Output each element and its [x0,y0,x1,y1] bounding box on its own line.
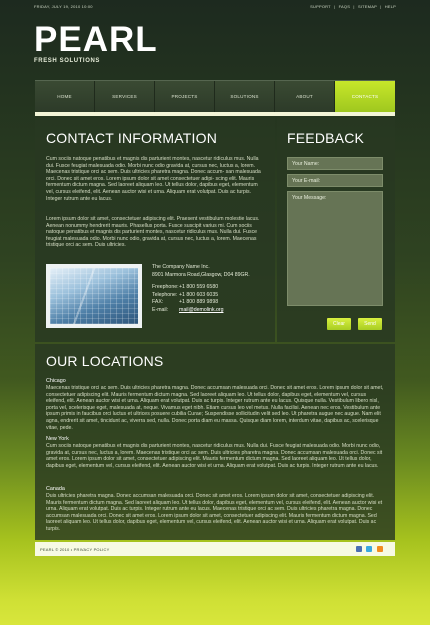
locations-title: OUR LOCATIONS [46,353,164,369]
company-address: 8901 Marmora Road,Glasgow, D04 89GR. [152,271,250,278]
message-textarea[interactable]: Your Message: [287,191,383,306]
top-links [308,4,396,9]
location-text-chicago: Maecenas tristique orci ac sem. Duis ultricies pharetra magna. Donec accumsan malesuada orci. Donec sit amet eros. Lorem ipsum dolor sit amet, consectetuer adipiscing elit. Mauris fermentum dictum magna. Sed laoreet aliquam leo. Ut tellus dolor, dapibus eget, elementum vel, cursus eleifend, elit. Aenean auctor wisi et urna. Aliquam erat volutpat. Duis ac turpis. Integer rutrum ante eu lacus. Quisque nulla. Vestibulum libero nisl, porta vel, scelerisque eget, malesuada at, neque. Vivamus eget nibh. Etiam cursus leo vel metus. Nulla facilisi. Aenean nec eros. Vestibulum ante ipsum primis in faucibus orci luctus et ultrices posuere cubilia Curae; Suspendisse sollicitudin velit sed leo. Ut pharetra augue nec augue. Nam elit agna, endrerit sit amet, tincidunt ac, viverra sed, nulla. Donec porta diam eu massa. Quisque diam lorem, interdum vitae, dapibus ac, scelerisque vitae, pede. [46,385,384,431]
row-label: Telephone: [152,291,178,298]
nav-item-projects[interactable]: PROJECTS [155,81,215,113]
rss-icon[interactable] [377,546,383,552]
freephone-row [152,284,272,292]
row-label: Freephone: [152,284,179,291]
row-label: E-mail: [152,306,169,313]
location-text-canada: Duis ultricies pharetra magna. Donec accumsan malesuada orci. Donec sit amet eros. Lorem ipsum dolor sit amet, consectetuer adipiscing elit. Mauris fermentum dictum magna. Sed laoreet aliquam leo. Ut tellus dolor, dapibus eget, elementum vel, cursus eleifend, elit. Aenean auctor wisi et urna. Aliquam erat volutpat. Duis ac turpis. Integer rutrum ante eu lacus. Maecenas tristique orci ac sem. Duis ultricies pharetra magna. Donec accumsan malesuada orci. Donec sit amet eros. Lorem ipsum dolor sit amet, consectetuer adipiscing elit. Mauris fermentum dictum magna. Sed laoreet aliquam leo. Ut tellus dolor, dapibus eget, elementum vel, cursus eleifend, elit. Aenean auctor wisi et urna. Aliquam erat volutpat. Duis ac turpis. [46,493,383,532]
separator: | [334,4,336,9]
row-value: +1 800 559 6580 [179,284,219,291]
support-link[interactable]: SUPPORT [310,4,331,9]
help-link[interactable]: HELP [384,4,396,9]
top-bar [0,0,430,12]
name-input[interactable]: Your Name: [287,157,383,170]
contact-title: CONTACT INFORMATION [46,130,218,146]
nav-item-services[interactable]: SERVICES [95,81,155,113]
nav-divider [35,112,395,116]
nav-item-about[interactable]: ABOUT [275,81,335,113]
separator: | [380,4,382,9]
contact-paragraph-2: Lorem ipsum dolor sit amet, consectetuer adipiscing elit. Praesent vestibulum molestie lacus. Aenean nonummy hendrerit mauris. Phasellus porta. Fusce suscipit varius mi. Cum sociis natoque penatibus et magnis dis parturient montes, nascetur ridiculus mus. Nulla dui. Fusce feugiat malesuada odio. Morbi nunc odio, gravida at, cursus nec, luctus a, lorem. Maecenas tristique orci ac sem. Duis ultricies. [46,216,260,249]
send-button[interactable]: Send [358,318,382,330]
main-nav [35,80,395,113]
logo[interactable] [34,22,158,64]
date-text: FRIDAY, JULY 19, 2010 10:00 [34,4,93,9]
location-city-chicago: Chicago [46,378,66,384]
logo-tagline: FRESH SOLUTIONS [34,58,101,64]
email-input[interactable]: Your E-mail: [287,174,383,187]
location-city-new-york: New York [46,436,69,442]
email-row [152,307,272,315]
logo-name: PEARL [34,20,158,59]
faqs-link[interactable]: FAQS [338,4,351,9]
company-name: The Company Name Inc. [152,264,210,270]
footer-text[interactable]: PEARL © 2010 • PRIVACY POLICY [40,547,110,552]
telephone-row [152,292,272,300]
sitemap-link[interactable]: SITEMAP [357,4,377,9]
location-text-new-york: Cum sociis natoque penatibus et magnis dis parturient montes, nascetur ridiculus mus. Nulla dui. Fusce feugiat malesuada odio. Morbi nunc odio, gravida at, cursus nec, luctus a, lorem. Maecenas tristique orci ac sem. Duis ultricies pharetra magna. Donec accumsan malesuada orci. Donec sit amet eros. Lorem ipsum dolor sit amet, consectetuer adipiscing elit. Mauris fermentum dictum magna. Sed laoreet aliquam leo. Ut tellus dolor, dapibus eget, elementum vel, cursus eleifend, elit. Aenean auctor wisi et urna. Aliquam erat volutpat. Duis ac turpis. Integer rutrum ante eu lacus. [46,443,383,469]
feedback-title: FEEDBACK [287,130,365,146]
contact-address-block [152,264,272,315]
row-label: FAX: [152,299,164,306]
clear-button[interactable]: Clear [327,318,351,330]
nav-item-home[interactable]: HOME [35,81,95,113]
email-link[interactable]: mail@demolink.org [179,306,224,313]
myspace-icon[interactable] [356,546,362,552]
row-value: +1 800 603 6035 [179,291,219,298]
location-city-canada: Canada [46,486,65,492]
contact-paragraph-1: Cum sociis natoque penatibus et magnis dis parturient montes, nascetur ridiculus mus. Nulla dui. Fusce feugiat malesuada odio. Morbi nunc odio gravida at, cursus nec, luctus a, lorem. Maecenas tristique orci ac sem. Duis ultricies pharetra magna. Donec accum- san malesuada orci. Donec sit amet eros. Lorem ipsum dolor sit amet consectetuer adipi- scing elit. Mauris fermentum dictum magna. Sed laoreet aliquam leo. Ut tellus dolor, dapibus eget, elementum vel, cursus eleifend, elit. Aenean auctor wisi et urna. Aliquam erat volutpat. Duis ac turpis. Integer rutrum ante eu lacus. [46,156,261,202]
separator: | [353,4,355,9]
row-value: +1 800 889 9898 [179,299,219,306]
twitter-icon[interactable] [366,546,372,552]
fax-row [152,299,272,307]
nav-item-contacts[interactable]: CONTACTS [335,81,395,113]
office-building-image [46,264,142,328]
nav-item-solutions[interactable]: SOLUTIONS [215,81,275,113]
